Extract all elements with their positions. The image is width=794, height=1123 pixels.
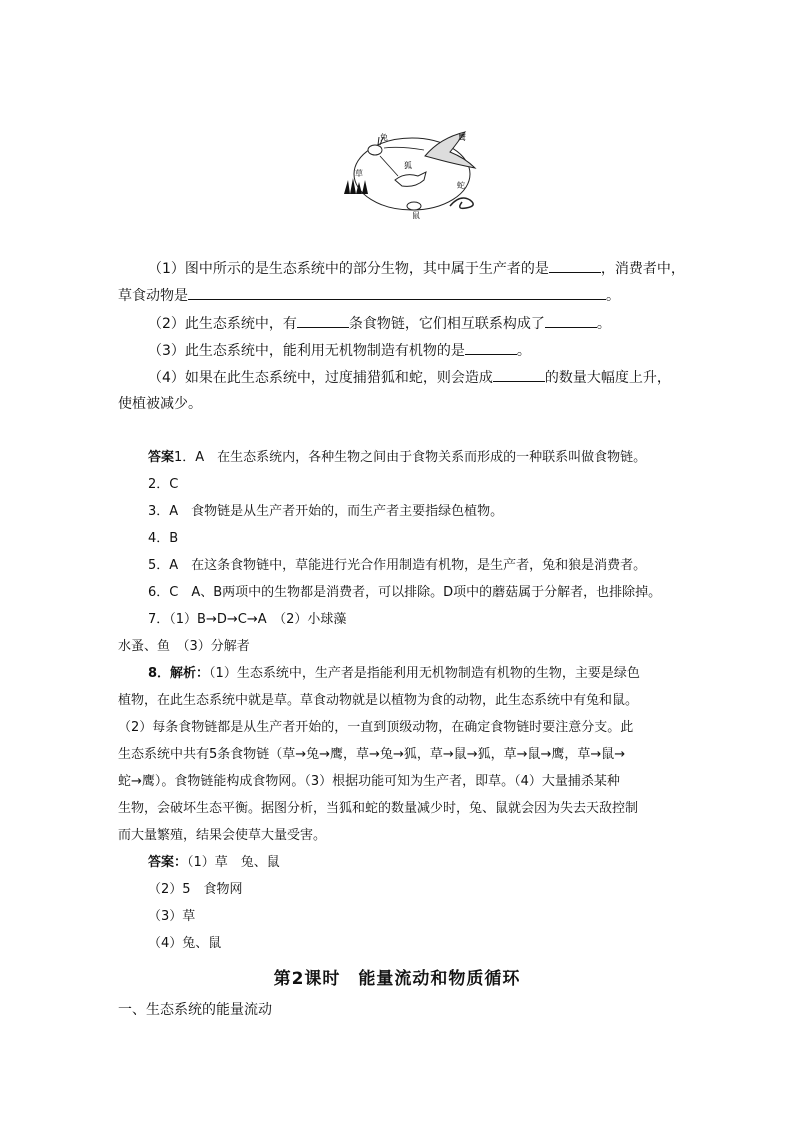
question-2-text-a: （2）此生态系统中，有 [148,316,297,332]
answer-8-line-1 [148,664,708,684]
grass-drawing [344,178,368,194]
answer-blank [188,285,606,300]
answer-7-line: 7．（1）B→D→C→A （2）小球藻 [148,612,347,627]
answer-7-continued: 水蚤、鱼 （3）分解者 [118,639,250,654]
answer-1-text: 1．A 在生态系统内，各种生物之间由于食物关系而形成的一种联系叫做食物链。 [174,450,647,465]
answer-blank [297,313,349,328]
answer-8-line-4: 生态系统中共有5条食物链（草→兔→鹰，草→兔→狐，草→鼠→狐，草→鼠→鹰，草→鼠→ [118,747,626,762]
answer-8-line-2: 植物，在此生态系统中就是草。草食动物就是以植物为食的动物，此生态系统中有兔和鼠。 [118,693,639,708]
answer-blank [493,367,545,382]
mouse-drawing [407,202,421,210]
answer-8-answer-line-2: （2）5 食物网 [148,882,243,897]
answer-blank [545,313,597,328]
question-1-line-2 [118,285,678,306]
question-4-line-2: 使植被减少。 [118,396,202,412]
question-4-text-a: （4）如果在此生态系统中，过度捕猎狐和蛇，则会造成 [148,370,493,386]
food-web-figure [340,128,485,220]
question-2-line [148,313,708,334]
answer-blank [549,258,601,273]
question-3-line [148,340,708,361]
answer-4-line: 4．B [148,531,179,546]
answer-8-line-5: 蛇→鹰）。食物链能构成食物网。（3）根据功能可知为生产者，即草。（4）大量捕杀某种 [118,774,620,789]
eagle-drawing [425,132,475,168]
question-3-text-a: （3）此生态系统中，能利用无机物制造有机物的是 [148,343,465,359]
question-3-text-b: 。 [516,343,531,359]
answer-5-line: 5．A 在这条食物链中，草能进行光合作用制造有机物，是生产者，兔和狼是消费者。 [148,558,647,573]
eagle-label: 鹰 [458,133,466,142]
answer-8-answer-line-1 [148,853,708,873]
answers-label: 答案 [148,450,175,465]
rabbit-label: 兔 [380,133,388,142]
analysis-label: 8．解析： [148,666,210,681]
answer-3-line: 3．A 食物链是从生产者开始的，而生产者主要指绿色植物。 [148,504,504,519]
grass-label: 草 [355,169,363,178]
fox-label: 狐 [404,161,412,170]
question-2-text-b: 条食物链，它们相互联系构成了 [348,316,545,332]
answer-2-line: 2．C [148,477,179,492]
section-title: 第2课时 能量流动和物质循环 [273,969,521,989]
answer-8-answer-line-3: （3）草 [148,909,196,924]
arrow-rabbit-eagle [384,147,424,150]
answer-8-answer-line-4: （4）兔、鼠 [148,936,222,951]
answer-blank [465,340,517,355]
question-1-line-1 [148,258,708,279]
question-4-line-1 [148,367,708,388]
question-1-text-a: （1）图中所示的是生态系统中的部分生物，其中属于生产者的是 [148,261,549,277]
section-subheading: 一、生态系统的能量流动 [118,1002,272,1018]
mouse-label: 鼠 [412,211,420,220]
question-1-text-d: 。 [606,288,620,304]
fox-drawing [395,172,426,186]
answer-8-line-3: （2）每条食物链都是从生产者开始的，一直到顶级动物，在确定食物链时要注意分支。此 [118,720,634,735]
answer-8-text-1: （1）生态系统中，生产者是指能利用无机物制造有机物的生物，主要是绿色 [209,666,640,681]
answer-8-line-6: 生物，会破坏生态平衡。据图分析，当狐和蛇的数量减少时，兔、鼠就会因为失去天敌控制 [118,801,639,816]
answer-8-answer-1: （1）草 兔、鼠 [187,855,280,870]
question-1-text-b: ，消费者中， [600,261,685,277]
question-1-text-c: 草食动物是 [118,288,188,304]
answer-8-line-7: 而大量繁殖，结果会使草大量受害。 [118,828,327,843]
answer-1-line [148,448,708,468]
snake-label: 蛇 [457,181,465,190]
arrow-rabbit-fox [380,156,398,176]
question-4-text-b: 的数量大幅度上升， [544,370,671,386]
answer-8-label: 答案： [148,855,188,870]
answer-6-line: 6．C A、B两项中的生物都是消费者，可以排除。D项中的蘑菇属于分解者，也排除掉。 [148,585,662,600]
question-2-text-c: 。 [596,316,611,332]
